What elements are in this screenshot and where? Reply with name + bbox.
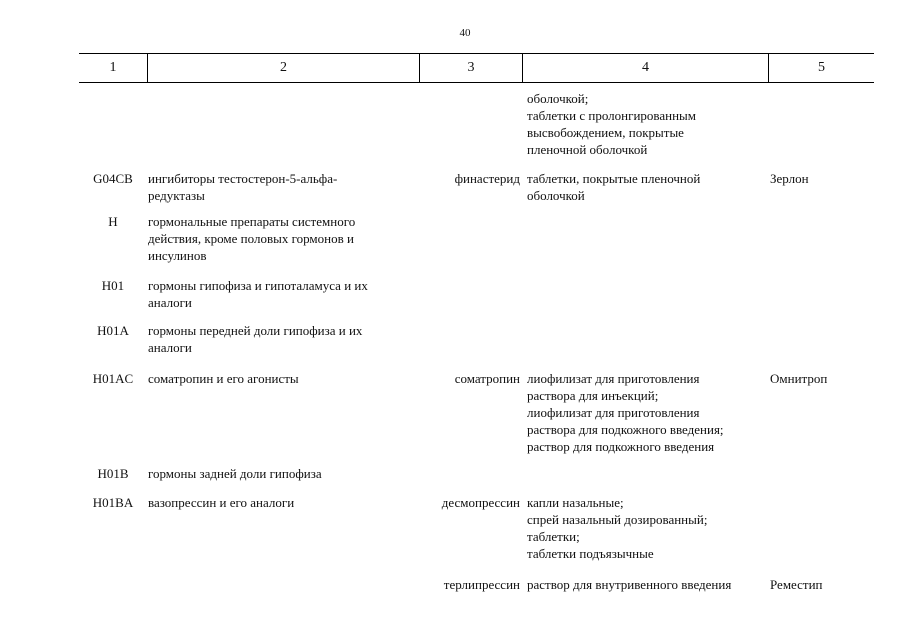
drug-name: десмопрессин	[441, 495, 520, 510]
atc-code: H01BA	[92, 495, 134, 510]
header-col-2: 2	[280, 60, 287, 75]
anatomical-group: ингибиторы тестостерон-5-альфа- редуктазы	[148, 171, 338, 203]
header-col-3: 3	[467, 60, 475, 75]
anatomical-group: гормоны гипофиза и гипоталамуса и их аналоги	[148, 278, 368, 310]
drug-name: соматропин	[454, 371, 520, 386]
anatomical-group: гормоны передней доли гипофиза и их аналоги	[148, 323, 363, 355]
brand-name: Омнитроп	[770, 371, 828, 386]
header-col-4: 4	[642, 60, 649, 75]
atc-code: H01AC	[92, 371, 134, 386]
atc-code: G04CB	[93, 171, 133, 186]
atc-code: H01	[101, 278, 125, 293]
atc-code: H01A	[97, 323, 129, 338]
drug-name: терлипрессин	[443, 577, 520, 592]
dosage-forms: капли назальные; спрей назальный дозированный; таблетки; таблетки подъязычные	[527, 495, 708, 561]
anatomical-group: гормональные препараты системного действия, кроме половых гормонов и инсулинов	[148, 214, 356, 263]
anatomical-group: гормоны задней доли гипофиза	[148, 466, 322, 481]
brand-name: Зерлон	[770, 171, 809, 186]
dosage-forms: раствор для внутривенного введения	[527, 577, 732, 592]
table-header	[79, 53, 874, 83]
atc-code: H01B	[97, 466, 129, 481]
dosage-forms: оболочкой; таблетки с пролонгированным высвобождением, покрытые пленочной оболочкой	[527, 91, 697, 157]
atc-code: H	[108, 214, 118, 229]
brand-name: Реместип	[770, 577, 823, 592]
drug-name: финастерид	[454, 171, 520, 186]
header-col-5: 5	[818, 60, 825, 75]
dosage-forms: лиофилизат для приготовления раствора для инъекций; лиофилизат для приготовления раствора для подкожного введения; раствор для подкожного введения	[527, 371, 724, 454]
anatomical-group: вазопрессин и его аналоги	[148, 495, 295, 510]
anatomical-group: соматропин и его агонисты	[148, 371, 299, 386]
page-number: 40	[459, 27, 471, 39]
dosage-forms: таблетки, покрытые пленочной оболочкой	[527, 171, 701, 203]
header-col-1: 1	[109, 60, 117, 75]
